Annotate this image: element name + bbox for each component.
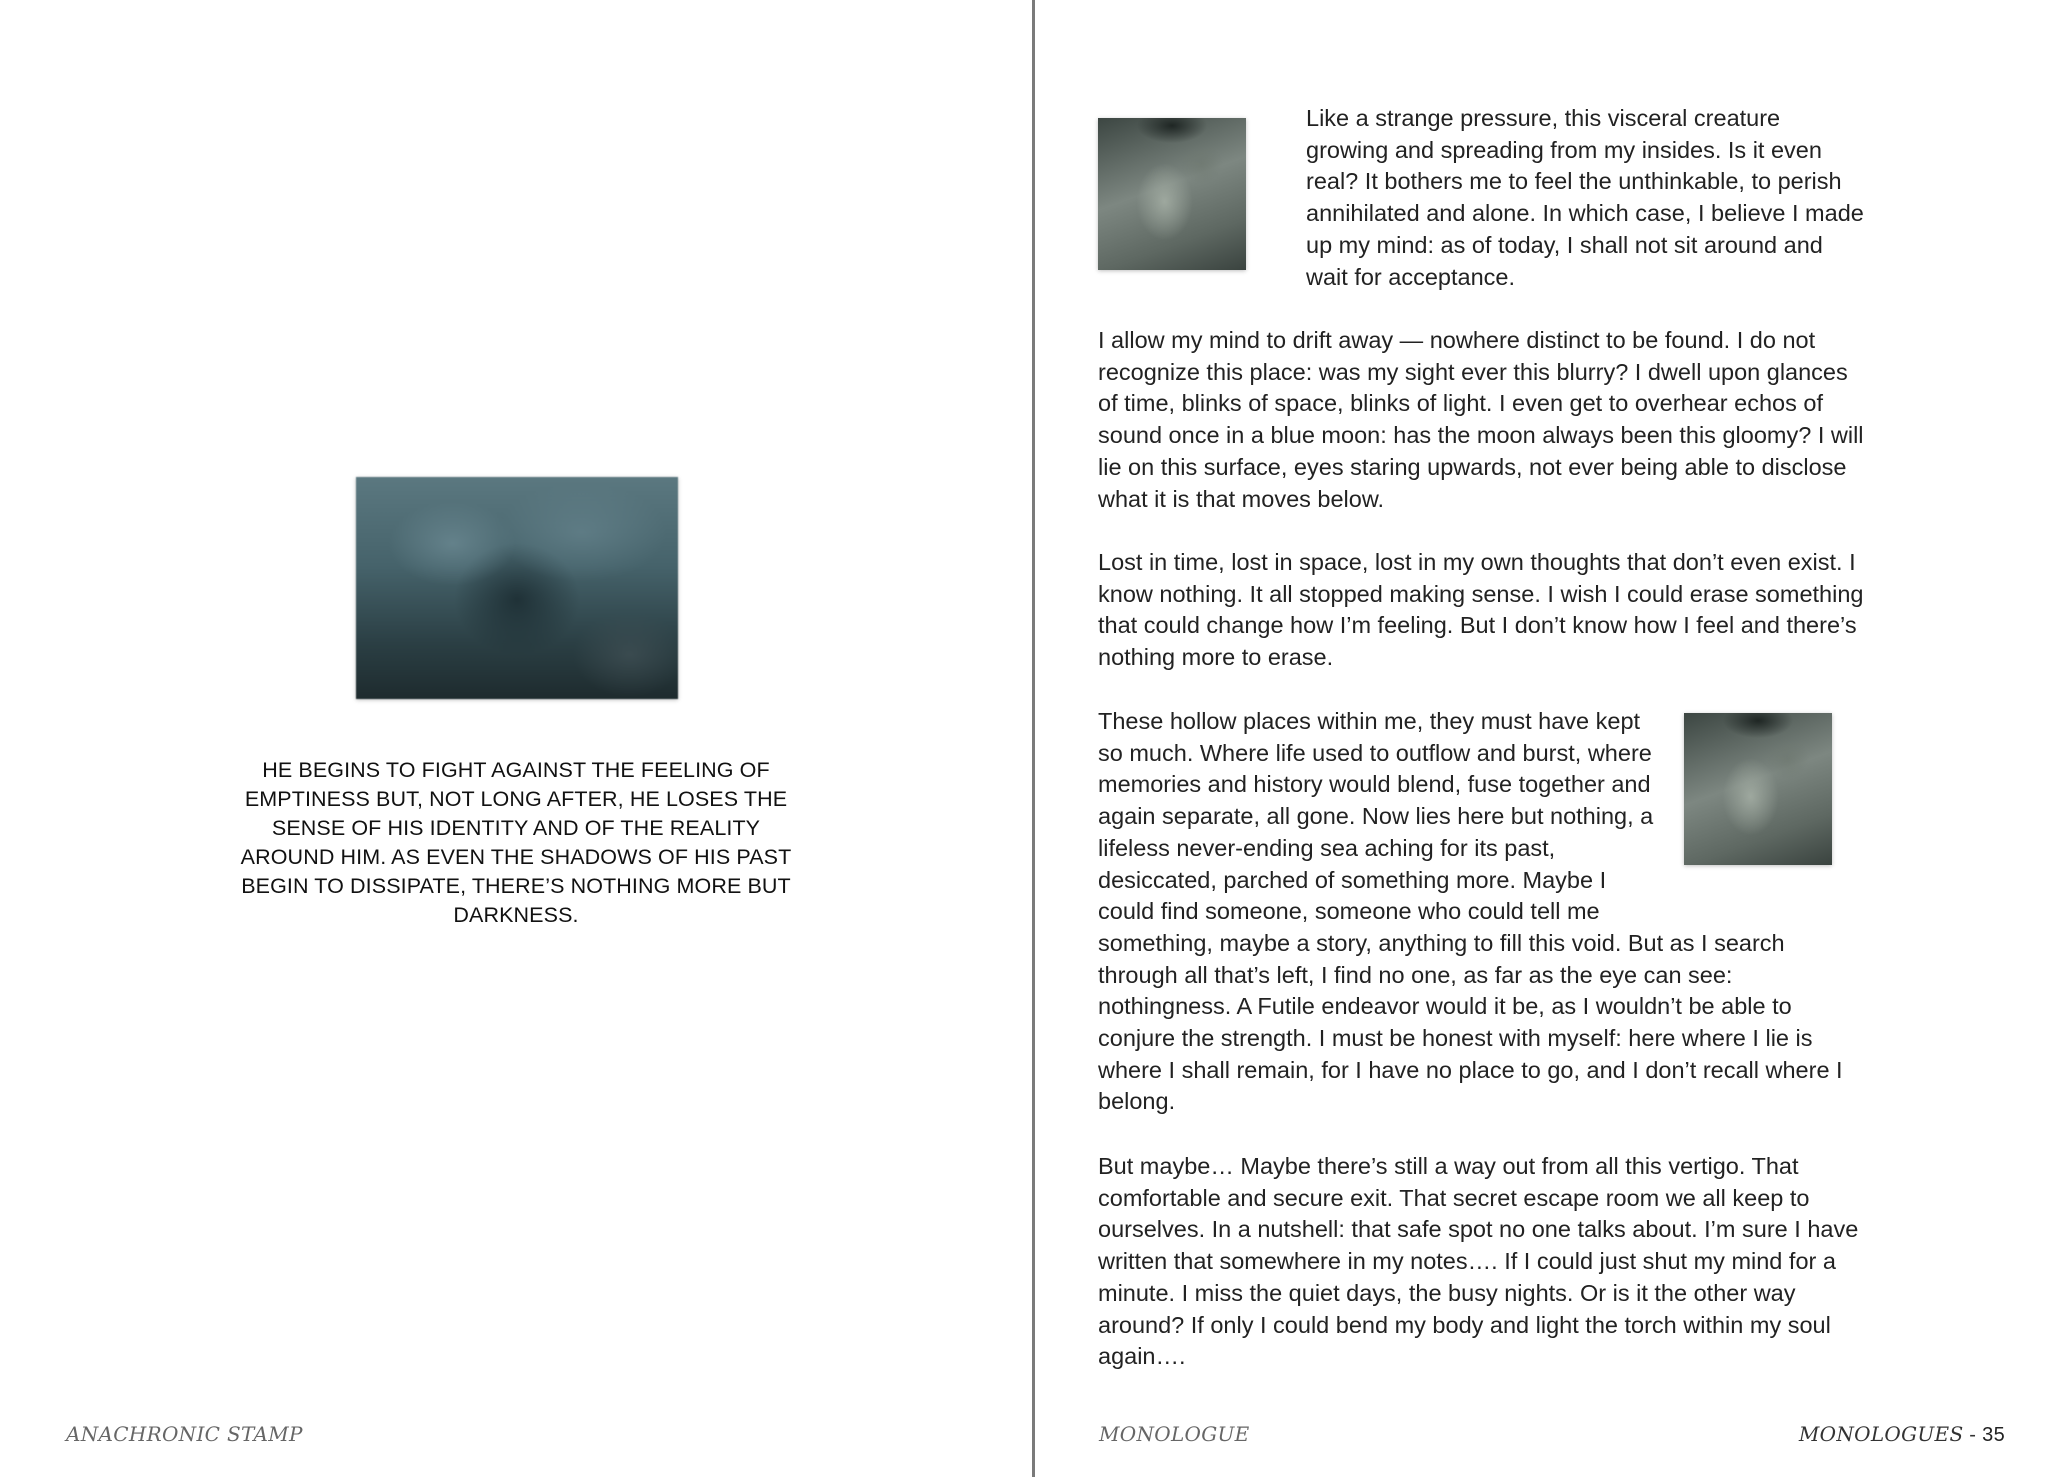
- paragraph-4-text: These hollow places within me, they must have kept so much. Where life used to outflow and burst, where memories and history would blend, fuse together and again separate, all gone. Now lies here but nothing, a lifeless never-ending sea aching for its past, desiccated, parched of something more. Maybe I could find someone, someone who could tell me something, maybe a story, anything to fill this void. But as I search through all that’s left, I find no one, as far as the eye can see: nothingness. A Futile endeavor would it be, as I wouldn’t be able to conjure the strength. I must be honest with myself: here where I lie is where I shall remain, for I have no place to go, and I don’t recall where I belong.: [1098, 708, 1843, 1115]
- footer-running-title: [1799, 1422, 2005, 1447]
- footer-left-title: ANACHRONIC STAMP: [66, 1422, 303, 1446]
- misty-photo: [356, 477, 678, 699]
- paragraph-4: [1098, 706, 1868, 1118]
- footer-separator: -: [1963, 1424, 1983, 1446]
- paragraph-1: Like a strange pressure, this visceral creature growing and spreading from my insides. Is it even real? It bothers me to feel the unthinkable, to perish annihilated and alone. In which case, I believe I made up my mind: as of today, I shall not sit around and wait for acceptance.: [1306, 105, 1864, 290]
- paragraph-5: But maybe… Maybe there’s still a way out from all this vertigo. That comfortable and secure exit. That secret escape room we all keep to ourselves. In a nutshell: that safe spot no one talks about. I’m sure I have written that somewhere in my notes…. If I could just shut my mind for a minute. I miss the quiet days, the busy nights. Or is it the other way around? If only I could bend my body and light the torch within my soul again….: [1098, 1153, 1859, 1370]
- running-title: MONOLOGUES: [1798, 1422, 1964, 1446]
- right-page: [1035, 0, 2067, 1477]
- paragraph-2: I allow my mind to drift away — nowhere distinct to be found. I do not recognize this place: was my sight ever this blurry? I dwell upon glances of time, blinks of space, blinks of light. I even get to overhear echos of sound once in a blue moon: has the moon always been this gloomy? I will lie on this surface, eyes staring upwards, not ever being able to disclose what it is that moves below.: [1098, 327, 1864, 512]
- paragraph-3: Lost in time, lost in space, lost in my own thoughts that don’t even exist. I know nothing. It all stopped making sense. I wish I could erase something that could change how I’m feeling. But I don’t know how I feel and there’s nothing more to erase.: [1098, 549, 1864, 671]
- page-number: 35: [1982, 1424, 2005, 1446]
- left-page: [0, 0, 1033, 1477]
- texture-photo-top: [1098, 118, 1246, 270]
- footer-section-title: MONOLOGUE: [1099, 1422, 1250, 1446]
- caption-text: HE BEGINS TO FIGHT AGAINST THE FEELING OF EMPTINESS BUT, NOT LONG AFTER, HE LOSES THE SENSE OF HIS IDENTITY AND OF THE REALITY AROUND HIM. AS EVEN THE SHADOWS OF HIS PAST BEGIN TO DISSIPATE, THERE’S NOTHING MORE BUT DARKNESS.: [240, 758, 792, 927]
